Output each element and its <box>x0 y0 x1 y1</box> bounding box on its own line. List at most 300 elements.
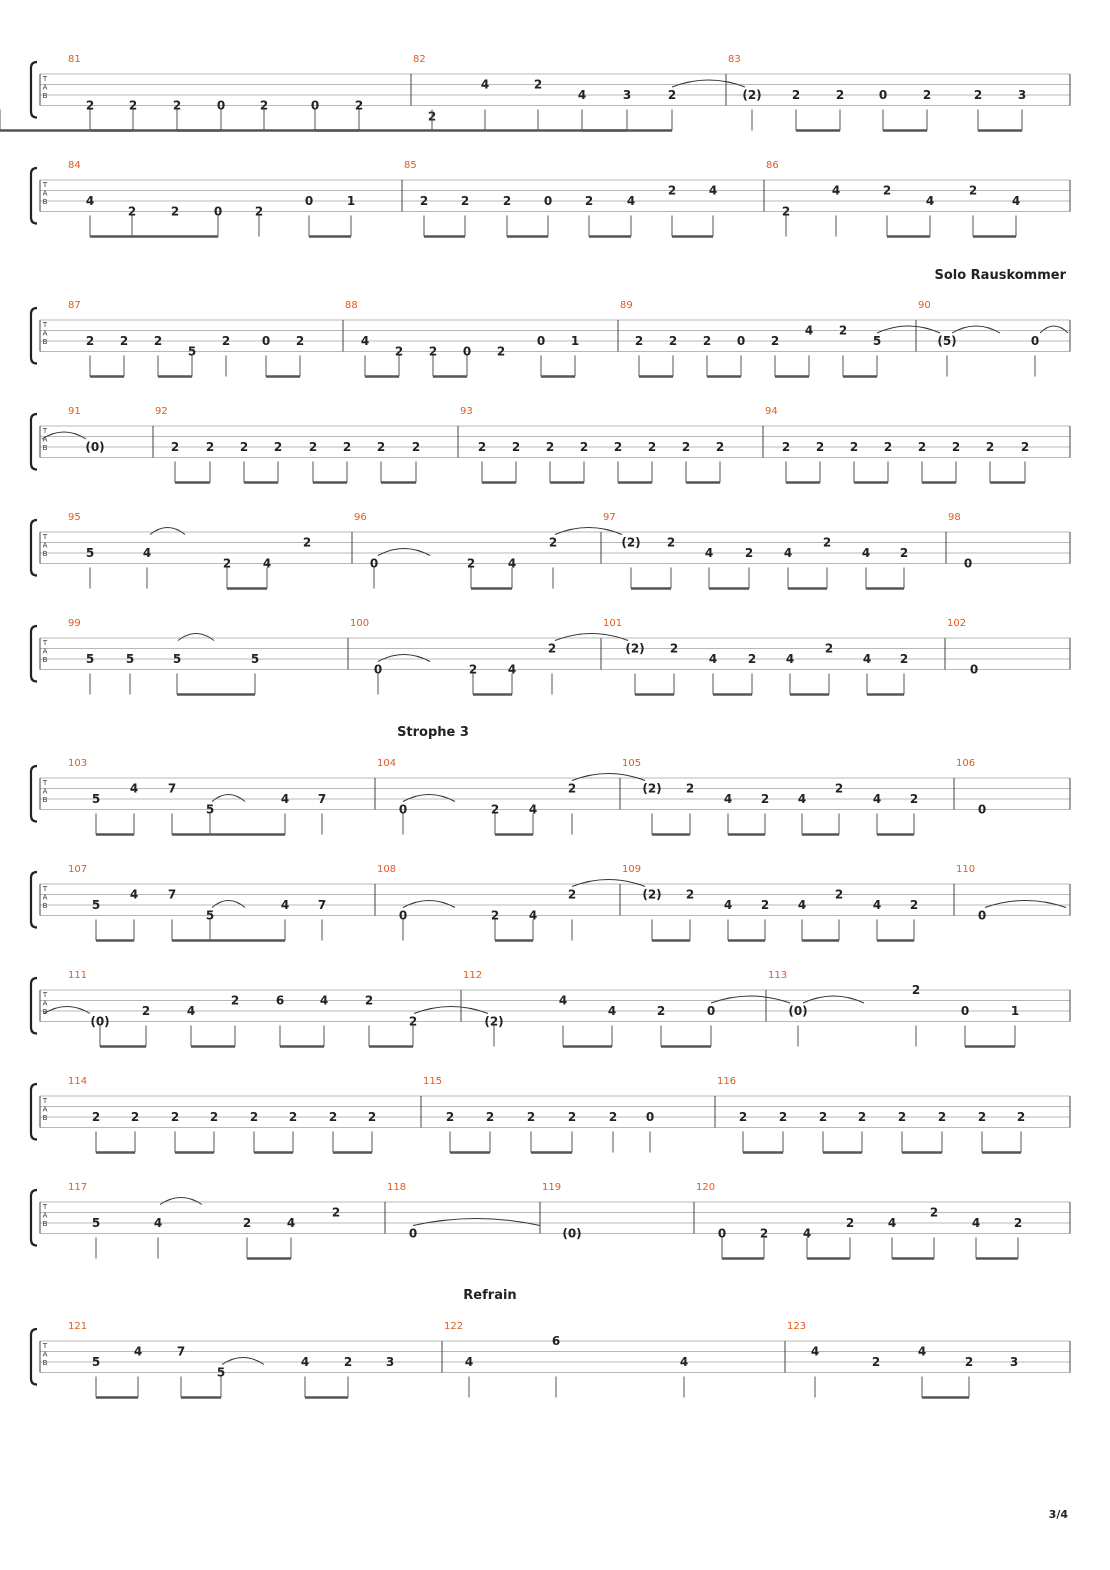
fret-number: 0 <box>373 662 383 677</box>
fret-number: 4 <box>783 546 793 560</box>
tie-arc <box>877 326 940 333</box>
fret-number: 2 <box>85 334 95 348</box>
fret-number: 2 <box>744 546 754 560</box>
fret-number: 2 <box>490 802 500 817</box>
tab-system <box>31 1321 1070 1398</box>
fret-number: 5 <box>172 652 182 666</box>
fret-number: 2 <box>526 1110 536 1124</box>
fret-number: 2 <box>343 1355 353 1369</box>
fret-number: 2 <box>411 440 421 454</box>
fret-number: 2 <box>567 781 577 796</box>
fret-number: 2 <box>584 194 594 208</box>
measure-number: 108 <box>377 864 397 875</box>
tab-clef-letter: T <box>42 779 48 787</box>
tie-arc <box>42 432 86 439</box>
fret-number: (2) <box>484 1014 504 1029</box>
fret-number: 2 <box>205 440 215 454</box>
fret-number: 4 <box>708 183 718 198</box>
fret-number: (0) <box>788 1004 808 1018</box>
fret-number: 2 <box>490 908 500 923</box>
measure-number: 106 <box>956 758 976 769</box>
fret-number: 0 <box>969 662 979 677</box>
tie-arc <box>212 795 245 802</box>
fret-number: 2 <box>331 1205 341 1220</box>
fret-number: 2 <box>221 334 231 348</box>
fret-number: 4 <box>810 1344 820 1359</box>
fret-number: 2 <box>770 334 780 348</box>
fret-number: 2 <box>533 77 543 92</box>
measure-number: 92 <box>155 406 168 417</box>
fret-number: 4 <box>861 546 871 560</box>
fret-number: 2 <box>835 88 845 102</box>
tab-clef-letter: A <box>42 329 48 338</box>
fret-number: 2 <box>367 1110 377 1124</box>
fret-number: 4 <box>925 194 935 208</box>
fret-number: 4 <box>480 77 490 92</box>
fret-number: 2 <box>634 334 644 348</box>
fret-number: 0 <box>960 1004 970 1018</box>
tab-clef-letter: T <box>42 1203 48 1211</box>
fret-number: 2 <box>973 88 983 102</box>
fret-number: 4 <box>186 1004 196 1018</box>
fret-number: 4 <box>360 334 370 348</box>
measure-number: 86 <box>766 160 779 171</box>
fret-number: 4 <box>626 194 636 208</box>
system-bracket <box>31 520 37 576</box>
fret-number: 0 <box>398 908 408 923</box>
fret-number: 4 <box>507 662 517 677</box>
measure-number: 119 <box>542 1182 562 1193</box>
fret-number: 6 <box>275 993 285 1008</box>
fret-number: 0 <box>977 802 987 817</box>
fret-number: 2 <box>364 993 374 1008</box>
fret-number: (2) <box>621 535 641 550</box>
tab-clef-letter: B <box>42 1114 48 1122</box>
tie-arc <box>212 901 245 908</box>
tie-arc <box>378 549 430 556</box>
fret-number: 2 <box>259 98 269 113</box>
fret-number: 5 <box>250 652 260 666</box>
fret-number: 0 <box>408 1226 418 1241</box>
system-bracket <box>31 168 37 224</box>
tab-clef-letter: B <box>42 444 48 452</box>
fret-number: 2 <box>781 440 791 454</box>
tab-clef-letter: B <box>42 1008 48 1016</box>
fret-number: (2) <box>742 88 762 102</box>
tab-clef-letter: B <box>42 198 48 206</box>
system-bracket <box>31 1084 37 1140</box>
fret-number: 7 <box>317 898 327 912</box>
fret-number: 2 <box>394 344 404 359</box>
fret-number: 2 <box>85 98 95 113</box>
fret-number: 0 <box>645 1110 655 1124</box>
fret-number: 2 <box>273 440 283 454</box>
measure-number: 84 <box>68 160 81 171</box>
fret-number: 3 <box>622 88 632 102</box>
fret-number: 4 <box>804 323 814 338</box>
fret-number: 2 <box>647 440 657 454</box>
measure-number: 98 <box>948 512 961 523</box>
fret-number: 2 <box>239 440 249 454</box>
fret-number: 2 <box>91 1110 101 1124</box>
tie-arc <box>555 634 628 641</box>
fret-number: 2 <box>882 183 892 198</box>
tab-clef-letter: A <box>42 787 48 796</box>
fret-number: 5 <box>216 1365 226 1380</box>
system-bracket <box>31 414 37 470</box>
fret-number: 4 <box>607 1004 617 1018</box>
measure-number: 105 <box>622 758 642 769</box>
measure-number: 115 <box>423 1076 443 1087</box>
fret-number: 4 <box>802 1226 812 1241</box>
fret-number: 2 <box>445 1110 455 1124</box>
fret-number: 2 <box>130 1110 140 1124</box>
system-bracket <box>31 308 37 364</box>
fret-number: 4 <box>262 556 272 571</box>
fret-number: 2 <box>909 898 919 912</box>
fret-number: 2 <box>899 546 909 560</box>
tie-arc <box>985 901 1066 908</box>
tab-clef-letter: T <box>42 533 48 541</box>
fret-number: 5 <box>85 652 95 666</box>
fret-number: 2 <box>897 1110 907 1124</box>
fret-number: 2 <box>567 1110 577 1124</box>
fret-number: 5 <box>205 802 215 817</box>
tab-clef-letter: B <box>42 1220 48 1228</box>
fret-number: 4 <box>862 652 872 666</box>
fret-number: 4 <box>887 1216 897 1230</box>
fret-number: 4 <box>300 1355 310 1369</box>
tab-clef-letter: A <box>42 999 48 1008</box>
fret-number: 0 <box>717 1226 727 1241</box>
fret-number: 0 <box>736 334 746 348</box>
fret-number: 2 <box>815 440 825 454</box>
system-bracket <box>31 978 37 1034</box>
tab-clef-letter: A <box>42 83 48 92</box>
fret-number: 2 <box>685 887 695 902</box>
fret-number: 4 <box>528 908 538 923</box>
fret-number: (2) <box>642 781 662 796</box>
measure-number: 111 <box>68 970 88 981</box>
page-number: 3/4 <box>1048 1508 1068 1521</box>
fret-number: 2 <box>502 194 512 208</box>
fret-number: 2 <box>242 1216 252 1230</box>
fret-number: (2) <box>625 641 645 656</box>
fret-number: 2 <box>656 1004 666 1018</box>
tab-clef-letter: A <box>42 893 48 902</box>
fret-number: 7 <box>176 1344 186 1359</box>
fret-number: 2 <box>460 194 470 208</box>
fret-number: 2 <box>715 440 725 454</box>
measure-number: 118 <box>387 1182 407 1193</box>
measure-number: 110 <box>956 864 976 875</box>
tie-arc <box>403 795 455 802</box>
measure-number: 82 <box>413 54 426 65</box>
fret-number: 2 <box>170 1110 180 1124</box>
tie-arc <box>672 80 745 87</box>
fret-number: 4 <box>1011 194 1021 208</box>
tab-clef-letter: T <box>42 427 48 435</box>
fret-number: 3 <box>385 1355 395 1369</box>
tab-clef-letter: B <box>42 92 48 100</box>
fret-number: 2 <box>849 440 859 454</box>
fret-number: 2 <box>222 556 232 571</box>
fret-number: 5 <box>91 898 101 912</box>
fret-number: 0 <box>963 556 973 571</box>
tie-arc <box>555 528 622 535</box>
fret-number: 2 <box>778 1110 788 1124</box>
fret-number: 2 <box>883 440 893 454</box>
fret-number: 4 <box>528 802 538 817</box>
fret-number: 4 <box>708 652 718 666</box>
fret-number: (0) <box>562 1226 582 1241</box>
tie-arc <box>711 996 790 1003</box>
tab-clef-letter: A <box>42 1211 48 1220</box>
fret-number: 0 <box>369 556 379 571</box>
fret-number: 4 <box>129 887 139 902</box>
fret-number: 2 <box>408 1014 418 1029</box>
tab-clef-letter: B <box>42 338 48 346</box>
measure-number: 113 <box>768 970 788 981</box>
fret-number: 2 <box>172 98 182 113</box>
fret-number: 2 <box>477 440 487 454</box>
fret-number: 0 <box>1030 334 1040 348</box>
measure-number: 101 <box>603 618 623 629</box>
measure-number: 85 <box>404 160 417 171</box>
fret-number: 2 <box>685 781 695 796</box>
fret-number: 2 <box>922 88 932 102</box>
fret-number: 0 <box>706 1004 716 1018</box>
tie-arc <box>803 996 864 1003</box>
tab-system <box>31 160 1070 237</box>
tie-arc <box>403 901 455 908</box>
fret-number: 2 <box>579 440 589 454</box>
measure-number: 103 <box>68 758 88 769</box>
measure-number: 120 <box>696 1182 716 1193</box>
fret-number: 2 <box>759 1226 769 1241</box>
fret-number: 2 <box>153 334 163 348</box>
fret-number: 2 <box>230 993 240 1008</box>
measure-number: 117 <box>68 1182 88 1193</box>
fret-number: 5 <box>125 652 135 666</box>
measure-number: 112 <box>463 970 483 981</box>
fret-number: 0 <box>878 88 888 102</box>
measure-number: 93 <box>460 406 473 417</box>
fret-number: 2 <box>354 98 364 113</box>
fret-number: 2 <box>791 88 801 102</box>
fret-number: 2 <box>838 323 848 338</box>
fret-number: 2 <box>822 535 832 550</box>
tab-clef-letter: T <box>42 321 48 329</box>
measure-number: 91 <box>68 406 81 417</box>
measure-number: 122 <box>444 1321 464 1332</box>
tab-system <box>0 54 1070 131</box>
tie-arc <box>44 1007 90 1014</box>
fret-number: 4 <box>785 652 795 666</box>
fret-number: 6 <box>551 1334 561 1348</box>
fret-number: 4 <box>280 898 290 912</box>
fret-number: 4 <box>872 792 882 806</box>
tab-clef-letter: T <box>42 639 48 647</box>
tab-clef-letter: T <box>42 181 48 189</box>
tab-system <box>31 300 1070 377</box>
fret-number: 2 <box>781 204 791 219</box>
system-bracket <box>31 626 37 682</box>
fret-number: 2 <box>818 1110 828 1124</box>
measure-number: 121 <box>68 1321 88 1332</box>
fret-number: 5 <box>872 334 882 348</box>
fret-number: 5 <box>91 1355 101 1369</box>
tie-arc <box>572 774 645 781</box>
fret-number: 4 <box>679 1355 689 1369</box>
fret-number: 0 <box>310 98 320 113</box>
fret-number: (2) <box>642 887 662 902</box>
fret-number: 2 <box>1016 1110 1026 1124</box>
tab-clef-letter: T <box>42 1097 48 1105</box>
measure-number: 90 <box>918 300 931 311</box>
fret-number: 4 <box>286 1216 296 1230</box>
fret-number: 2 <box>985 440 995 454</box>
fret-number: 5 <box>205 908 215 923</box>
fret-number: 4 <box>797 792 807 806</box>
fret-number: 4 <box>319 993 329 1008</box>
tie-arc <box>572 880 645 887</box>
fret-number: 5 <box>91 1216 101 1230</box>
fret-number: 2 <box>669 641 679 656</box>
fret-number: 2 <box>760 898 770 912</box>
tab-clef-letter: A <box>42 189 48 198</box>
fret-number: 0 <box>216 98 226 113</box>
system-bracket <box>31 766 37 822</box>
measure-number: 95 <box>68 512 81 523</box>
tab-system <box>31 864 1070 941</box>
measure-number: 96 <box>354 512 367 523</box>
tab-system <box>31 970 1070 1047</box>
fret-number: 2 <box>545 440 555 454</box>
tie-arc <box>952 326 1000 333</box>
tab-clef-letter: B <box>42 902 48 910</box>
fret-number: 2 <box>128 98 138 113</box>
fret-number: 2 <box>249 1110 259 1124</box>
fret-number: 2 <box>466 556 476 571</box>
measure-number: 97 <box>603 512 616 523</box>
tab-clef-letter: B <box>42 656 48 664</box>
fret-number: 2 <box>738 1110 748 1124</box>
fret-number: 2 <box>119 334 129 348</box>
fret-number: 0 <box>543 194 553 208</box>
fret-number: 4 <box>507 556 517 571</box>
fret-number: 2 <box>968 183 978 198</box>
fret-number: 4 <box>872 898 882 912</box>
fret-number: 2 <box>937 1110 947 1124</box>
tab-system <box>31 618 1070 695</box>
tie-arc <box>413 1219 540 1226</box>
fret-number: 2 <box>1013 1216 1023 1230</box>
measure-number: 81 <box>68 54 81 65</box>
tab-clef-letter: A <box>42 435 48 444</box>
fret-number: 2 <box>760 792 770 806</box>
fret-number: 0 <box>398 802 408 817</box>
fret-number: 2 <box>1020 440 1030 454</box>
fret-number: 2 <box>668 334 678 348</box>
fret-number: 2 <box>127 204 137 219</box>
tab-system <box>31 406 1070 483</box>
fret-number: 1 <box>346 194 356 208</box>
fret-number: 1 <box>570 334 580 348</box>
fret-number: 2 <box>681 440 691 454</box>
fret-number: 2 <box>702 334 712 348</box>
fret-number: 2 <box>511 440 521 454</box>
fret-number: 4 <box>129 781 139 796</box>
section-label: Refrain <box>463 1288 517 1303</box>
fret-number: 2 <box>419 194 429 208</box>
fret-number: 0 <box>261 334 271 348</box>
fret-number: 2 <box>209 1110 219 1124</box>
fret-number: 2 <box>170 204 180 219</box>
measure-number: 83 <box>728 54 741 65</box>
fret-number: 2 <box>342 440 352 454</box>
fret-number: 2 <box>141 1004 151 1018</box>
tab-clef-letter: A <box>42 541 48 550</box>
tab-clef-letter: B <box>42 550 48 558</box>
fret-number: 5 <box>91 792 101 806</box>
measure-number: 89 <box>620 300 633 311</box>
fret-number: 5 <box>187 344 197 359</box>
fret-number: 2 <box>485 1110 495 1124</box>
section-label: Strophe 3 <box>397 725 469 740</box>
fret-number: 0 <box>213 204 223 219</box>
fret-number: 4 <box>723 792 733 806</box>
fret-number: 4 <box>831 183 841 198</box>
fret-number: 2 <box>548 535 558 550</box>
fret-number: 2 <box>667 183 677 198</box>
tie-arc <box>150 528 185 535</box>
fret-number: 0 <box>536 334 546 348</box>
fret-number: 2 <box>468 662 478 677</box>
fret-number: 4 <box>704 546 714 560</box>
fret-number: 2 <box>834 781 844 796</box>
fret-number: 2 <box>376 440 386 454</box>
fret-number: 1 <box>1010 1004 1020 1018</box>
fret-number: 2 <box>951 440 961 454</box>
measure-number: 109 <box>622 864 642 875</box>
fret-number: 4 <box>723 898 733 912</box>
fret-number: 4 <box>153 1216 163 1230</box>
measure-number: 102 <box>947 618 967 629</box>
system-bracket <box>31 1190 37 1246</box>
fret-number: 2 <box>977 1110 987 1124</box>
tab-clef-letter: B <box>42 1359 48 1367</box>
tab-clef-letter: A <box>42 1105 48 1114</box>
measure-number: 107 <box>68 864 88 875</box>
fret-number: 2 <box>871 1355 881 1369</box>
measure-number: 94 <box>765 406 778 417</box>
fret-number: 2 <box>929 1205 939 1220</box>
fret-number: 4 <box>85 194 95 208</box>
tab-clef-letter: A <box>42 647 48 656</box>
tie-arc <box>160 1198 202 1205</box>
fret-number: 2 <box>308 440 318 454</box>
tie-arc <box>414 1007 488 1014</box>
fret-number: 4 <box>464 1355 474 1369</box>
tie-arc <box>222 1358 264 1365</box>
tab-system <box>31 512 1070 589</box>
fret-number: 7 <box>317 792 327 806</box>
fret-number: (0) <box>90 1014 110 1029</box>
fret-number: 4 <box>142 546 152 560</box>
fret-number: 2 <box>917 440 927 454</box>
measure-number: 87 <box>68 300 81 311</box>
